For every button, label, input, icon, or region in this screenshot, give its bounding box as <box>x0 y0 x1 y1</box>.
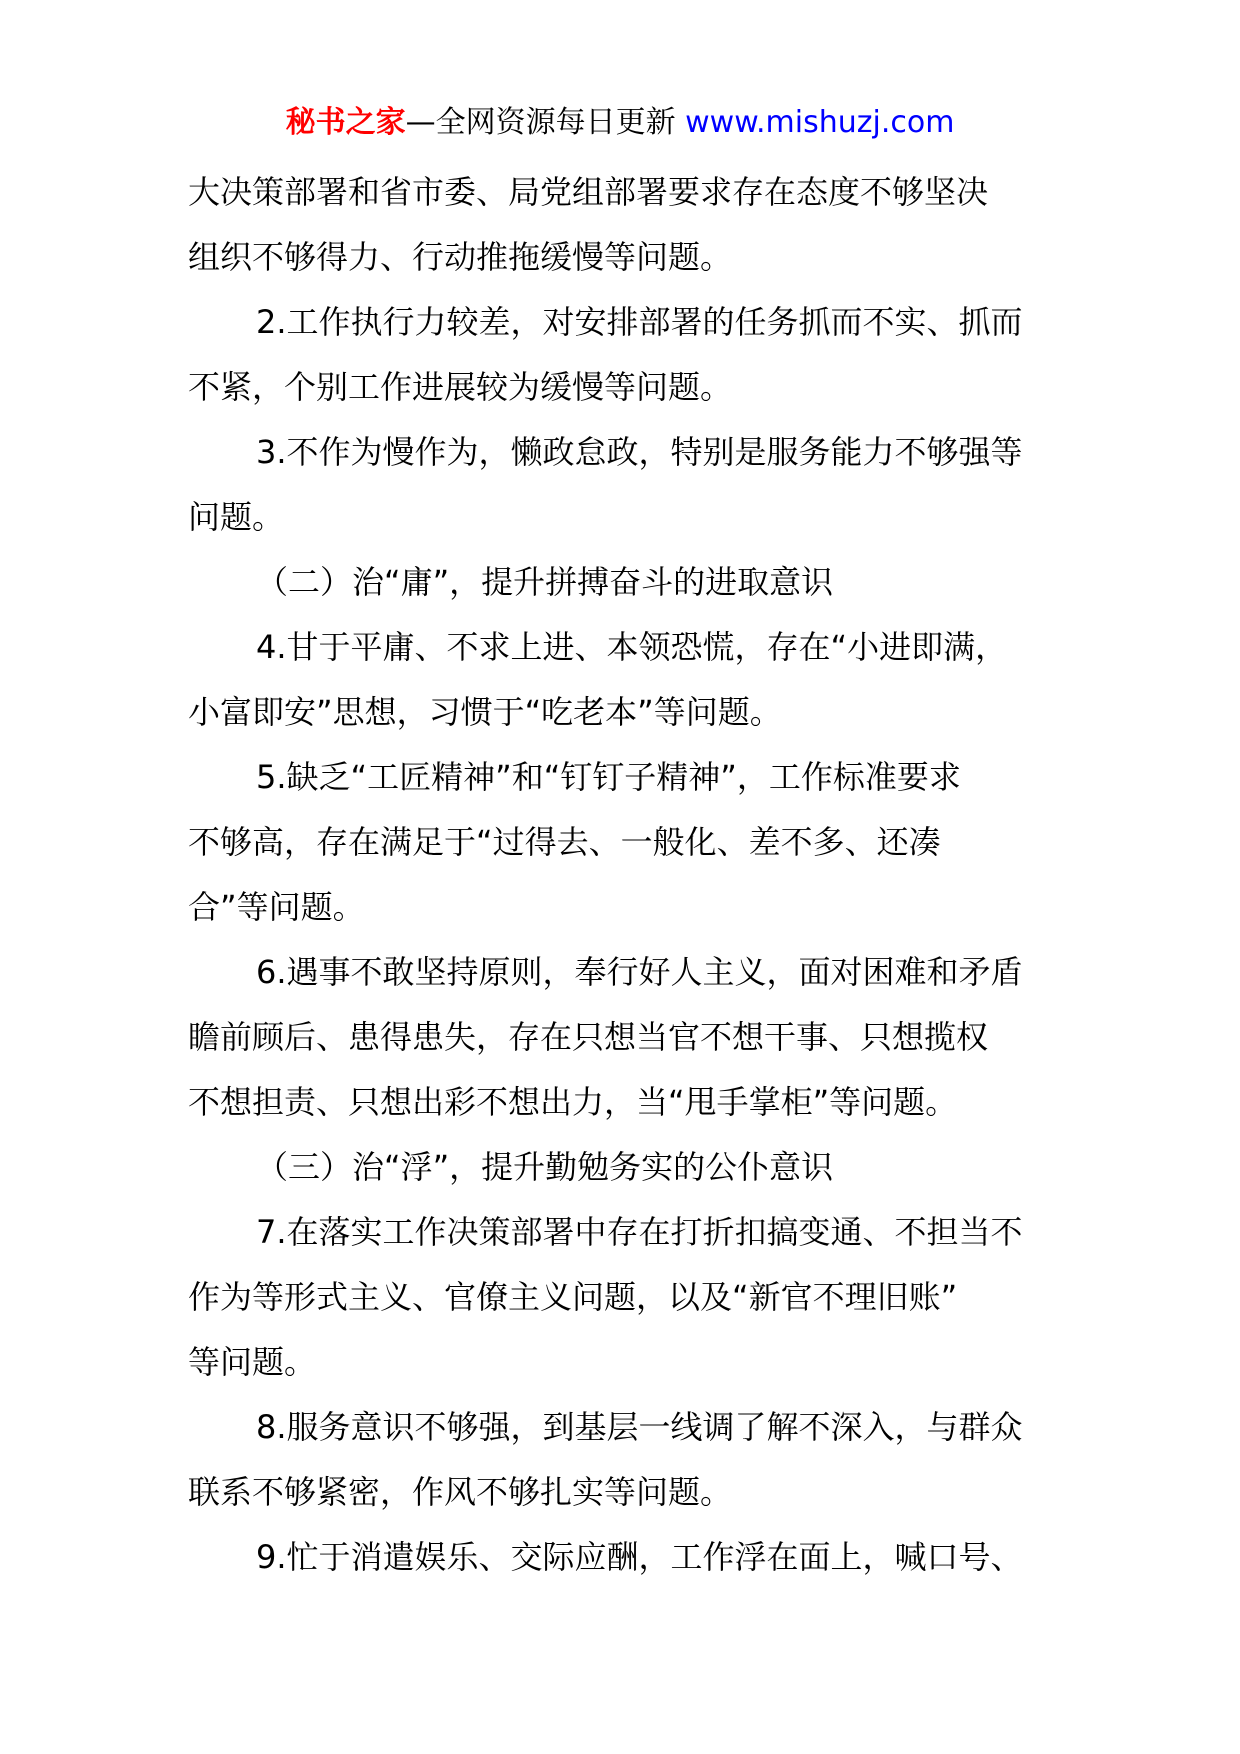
list-item-6: 6.遇事不敢坚持原则，奉行好人主义，面对困难和矛盾 <box>256 953 1023 991</box>
text-line: 不想担责、只想出彩不想出力，当“甩手掌柜”等问题。 <box>188 1083 958 1121</box>
list-item-4: 4.甘于平庸、不求上进、本领恐慌，存在“小进即满， <box>256 628 1008 666</box>
text-line: 等问题。 <box>188 1343 317 1381</box>
list-item-5: 5.缺乏“工匠精神”和“钉钉子精神”，工作标准要求 <box>256 758 961 796</box>
brand-name: 秘书之家 <box>285 105 406 140</box>
list-item-2: 2.工作执行力较差，对安排部署的任务抓而不实、抓而 <box>256 303 1023 341</box>
list-item-9: 9.忙于消遣娱乐、交际应酬，工作浮在面上，喊口号、 <box>256 1538 1023 1576</box>
text-line: 问题。 <box>188 498 285 536</box>
document-body <box>188 160 1066 1590</box>
text-line: 合”等问题。 <box>188 888 365 926</box>
text-line: 组织不够得力、行动推拖缓慢等问题。 <box>188 238 733 276</box>
text-line: 小富即安”思想，习惯于“吃老本”等问题。 <box>188 693 782 731</box>
section-heading-2: （二）治“庸”，提升拼搏奋斗的进取意识 <box>256 563 834 601</box>
list-item-8: 8.服务意识不够强，到基层一线调了解不深入，与群众 <box>256 1408 1023 1446</box>
text-line: 不够高，存在满足于“过得去、一般化、差不多、还凑 <box>188 823 941 861</box>
text-line: 作为等形式主义、官僚主义问题，以及“新官不理旧账” <box>188 1278 958 1316</box>
list-item-7: 7.在落实工作决策部署中存在打折扣搞变通、不担当不 <box>256 1213 1023 1251</box>
text-line: 不紧，个别工作进展较为缓慢等问题。 <box>188 368 733 406</box>
text-line: 联系不够紧密，作风不够扎实等问题。 <box>188 1473 733 1511</box>
site-header <box>0 101 1240 145</box>
header-tagline: —全网资源每日更新 <box>405 105 686 140</box>
text-line: 瞻前顾后、患得患失，存在只想当官不想干事、只想揽权 <box>188 1018 989 1056</box>
section-heading-3: （三）治“浮”，提升勤勉务实的公仆意识 <box>256 1148 834 1186</box>
text-line: 大决策部署和省市委、局党组部署要求存在态度不够坚决 <box>188 173 989 211</box>
list-item-3: 3.不作为慢作为，懒政怠政，特别是服务能力不够强等 <box>256 433 1023 471</box>
site-url-link[interactable]: www.mishuzj.com <box>685 105 955 140</box>
